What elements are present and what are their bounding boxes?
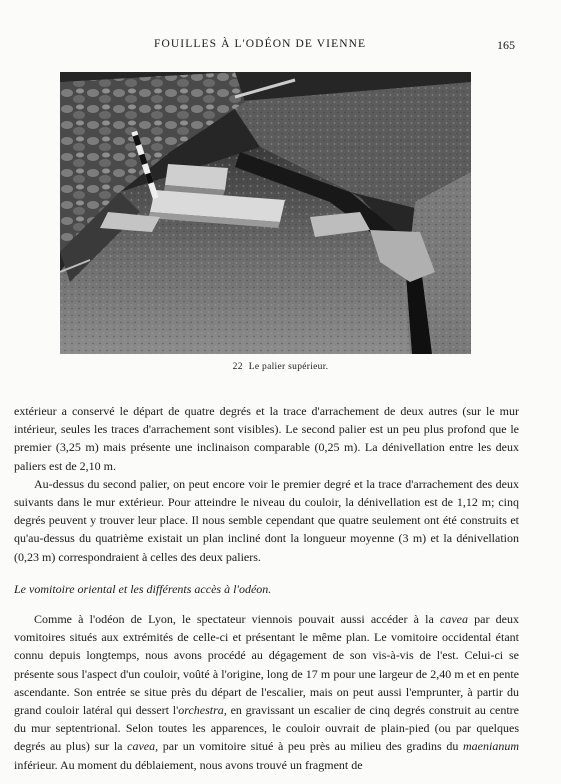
italic-term: cavea xyxy=(127,739,156,754)
paragraph-continued: extérieur a conservé le départ de quatre degrés et la trace d'arrachement de deux autres (sur le mur intérieur, seules les traces d'arrachement sont visibles). Le second palier est un peu plus profond que le premier (3,25 m) mais présente une inclinaison comparable (0,25 m). La dénivellation entre les deux paliers est de 2,10 m. xyxy=(14,404,519,473)
text-run: , par un vomitoire situé à peu près au milieu des gradins du xyxy=(155,739,463,754)
text-run: par deux vomitoires situés aux extrémités de celle-ci et présentant le même plan. Le vomitoire occidental étant connu depuis longtemps, nous avons procédé au dégagement de son vis-à-vis de l'est. Celui-ci se présente sous l'aspect d'un couloir, voûté à l'origine, long de 17 m pour une largeur de 2,40 m et en pente ascendante. Son entrée se situe près du départ de l'escalier, mais on peut aussi l'emprunter, à partir du grand couloir latéral qui dessert l' xyxy=(14,612,519,718)
body-text xyxy=(14,402,519,774)
text-run: Comme à l'odéon de Lyon, le spectateur viennois pouvait aussi accéder à la xyxy=(34,612,440,627)
italic-term: orchestra xyxy=(178,703,224,718)
figure-number: 22 xyxy=(232,362,243,372)
text-run: , en gravissant un escalier de cinq degrés construit au centre du mur septentrional. Selon toutes les apparences, le couloir ouvrait de plain-pied (ou par quelques degrés au plus) sur la xyxy=(14,703,519,754)
figure-caption xyxy=(0,362,561,372)
italic-term: maenianum xyxy=(463,739,519,754)
text-run: inférieur. Au moment du déblaiement, nous avons trouvé un fragment de xyxy=(14,757,363,772)
caption-text: Le palier supérieur. xyxy=(248,362,329,372)
running-title: FOUILLES À L'ODÉON DE VIENNE xyxy=(154,38,367,50)
paragraph-vomitoire xyxy=(14,610,519,774)
running-head xyxy=(0,38,561,54)
paragraph-second-landing: Au-dessus du second palier, on peut encore voir le premier degré et la trace d'arrachement des deux suivants dans le mur extérieur. Pour atteindre le niveau du couloir, la dénivellation est de 1,12 m; cinq degrés peuvent y trouver leur place. Il nous semble cependant que quatre seulement ont été construits et qu'au-dessus du quatrième existait un plan incliné dont la longueur moyenne (3 m) et la dénivellation (0,23 m) correspondraient à celles des deux paliers. xyxy=(14,476,519,564)
excavation-photograph xyxy=(60,72,471,354)
italic-term: cavea xyxy=(440,612,468,627)
excavation-photo-illustration xyxy=(60,72,471,354)
page-number: 165 xyxy=(497,38,515,52)
section-heading: Le vomitoire oriental et les différents accès à l'odéon. xyxy=(14,581,272,596)
